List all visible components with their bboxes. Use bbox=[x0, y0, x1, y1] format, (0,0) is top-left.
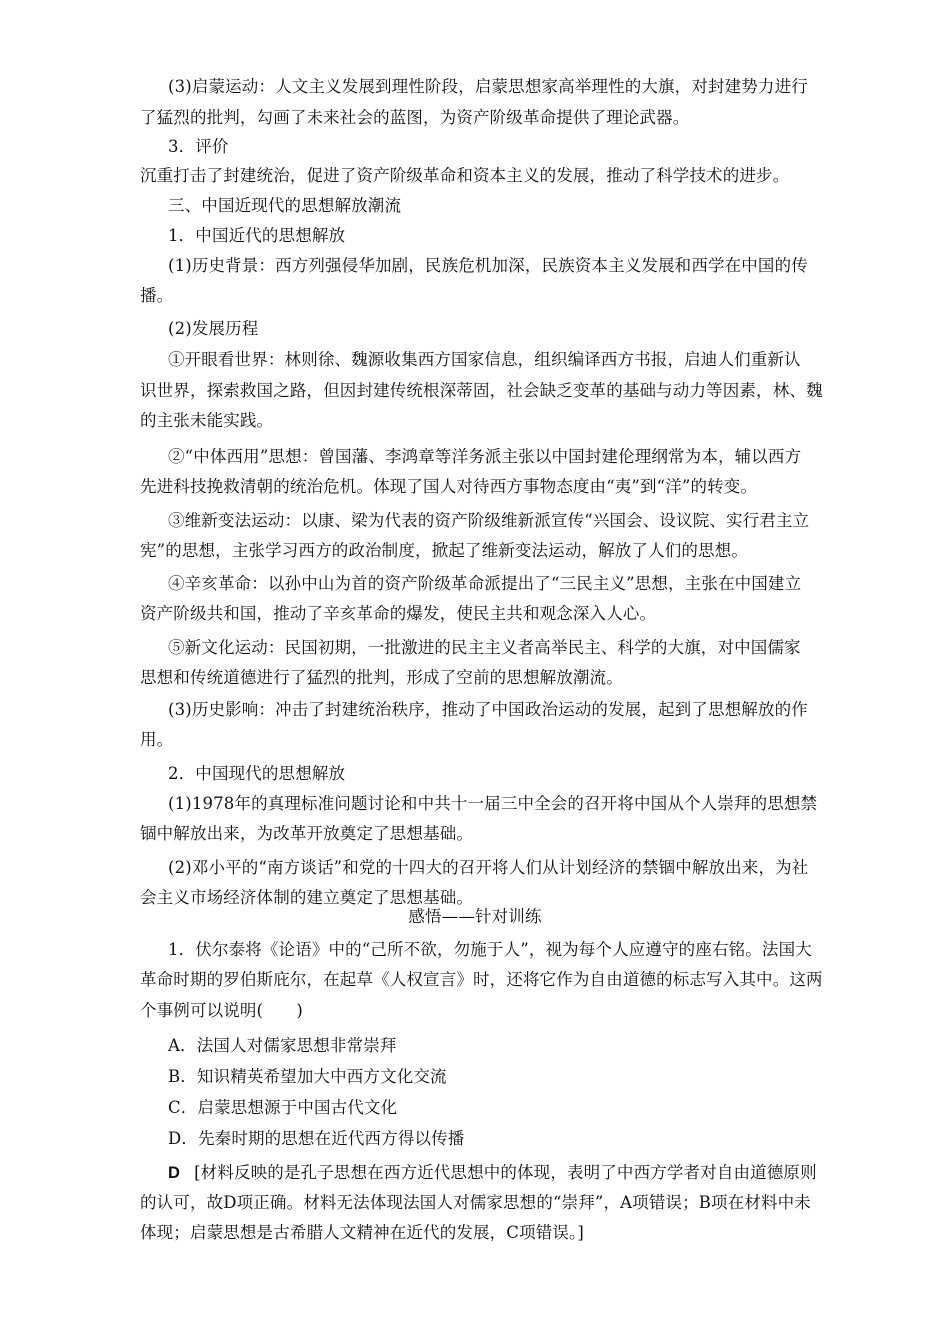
question-line: 个事例可以说明( ) bbox=[140, 1001, 304, 1020]
question-line: 革命时期的罗伯斯庇尔，在起草《人权宣言》时，还将它作为自由道德的标志写入其中。这两 bbox=[140, 970, 823, 989]
paragraph-line: 2．中国现代的思想解放 bbox=[168, 764, 346, 783]
paragraph-line: 沉重打击了封建统治，促进了资产阶级革命和资本主义的发展，推动了科学技术的进步。 bbox=[140, 166, 790, 185]
paragraph-line: 锢中解放出来，为改革开放奠定了思想基础。 bbox=[140, 824, 473, 843]
paragraph-line: 了猛烈的批判，勾画了未来社会的蓝图，为资产阶级革命提供了理论武器。 bbox=[140, 108, 690, 127]
section-title: 感悟——针对训练 bbox=[408, 907, 542, 926]
answer-explanation: 的认可，故D项正确。材料无法体现法国人对儒家思想的“崇拜”，A项错误；B项在材料中未 bbox=[140, 1193, 811, 1212]
paragraph-line: ④辛亥革命：以孙中山为首的资产阶级革命派提出了“三民主义”思想，主张在中国建立 bbox=[168, 574, 802, 593]
paragraph-line: 用。 bbox=[140, 730, 174, 749]
paragraph-line: 先进科技挽救清朝的统治危机。体现了国人对待西方事物态度由“夷”到“洋”的转变。 bbox=[140, 477, 758, 496]
paragraph-line: 资产阶级共和国，推动了辛亥革命的爆发，使民主共和观念深入人心。 bbox=[140, 604, 657, 623]
paragraph-line: (2)邓小平的“南方谈话”和党的十四大的召开将人们从计划经济的禁锢中解放出来，为社 bbox=[168, 858, 809, 877]
paragraph-line: 播。 bbox=[140, 286, 174, 305]
paragraph-line: 思想和传统道德进行了猛烈的批判，形成了空前的思想解放潮流。 bbox=[140, 668, 623, 687]
paragraph-line: (2)发展历程 bbox=[168, 319, 259, 338]
option-line: A．法国人对儒家思想非常崇拜 bbox=[168, 1036, 397, 1055]
paragraph-line: ②“中体西用”思想：曾国藩、李鸿章等洋务派主张以中国封建伦理纲常为本，辅以西方 bbox=[168, 447, 802, 466]
answer-explanation: 体现；启蒙思想是古希腊人文精神在近代的发展，C项错误。] bbox=[140, 1223, 585, 1242]
paragraph-line: 的主张未能实践。 bbox=[140, 411, 274, 430]
answer-line bbox=[140, 1192, 810, 1214]
paragraph-line: 识世界，探索救国之路，但因封建传统根深蒂固，社会缺乏变革的基础与动力等因素，林、魏 bbox=[140, 381, 823, 400]
paragraph-line: ③维新变法运动：以康、梁为代表的资产阶级维新派宣传“兴国会、设议院、实行君主立 bbox=[168, 511, 810, 530]
option-line: C．启蒙思想源于中国古代文化 bbox=[168, 1098, 398, 1117]
answer-line bbox=[140, 1222, 810, 1244]
answer-explanation: [材料反映的是孔子思想在西方近代思想中的体现，表明了中西方学者对自由道德原则 bbox=[194, 1163, 817, 1182]
paragraph-line: ①开眼看世界：林则徐、魏源收集西方国家信息，组织编译西方书报，启迪人们重新认 bbox=[168, 350, 801, 369]
answer-line bbox=[140, 1162, 817, 1184]
paragraph-line: (3)历史影响：冲击了封建统治秩序，推动了中国政治运动的发展，起到了思想解放的作 bbox=[168, 700, 808, 719]
paragraph-line: (1)历史背景：西方列强侵华加剧，民族危机加深，民族资本主义发展和西学在中国的传 bbox=[168, 256, 808, 275]
answer-letter: D bbox=[168, 1164, 181, 1182]
paragraph-line: 宪”的思想，主张学习西方的政治制度，掀起了维新变法运动，解放了人们的思想。 bbox=[140, 541, 748, 560]
paragraph-line: 1．中国近代的思想解放 bbox=[168, 226, 346, 245]
paragraph-line: 三、中国近现代的思想解放潮流 bbox=[168, 196, 402, 215]
question-line: 1．伏尔泰将《论语》中的“己所不欲，勿施于人”，视为每个人应遵守的座右铭。法国大 bbox=[168, 940, 812, 959]
paragraph-line: 会主义市场经济体制的建立奠定了思想基础。 bbox=[140, 888, 473, 907]
option-line: B．知识精英希望加大中西方文化交流 bbox=[168, 1067, 447, 1086]
paragraph-line: (3)启蒙运动：人文主义发展到理性阶段，启蒙思想家高举理性的大旗，对封建势力进行 bbox=[168, 77, 808, 96]
paragraph-line: (1)1978年的真理标准问题讨论和中共十一届三中全会的召开将中国从个人崇拜的思想禁 bbox=[168, 794, 818, 813]
paragraph-line: 3．评价 bbox=[168, 137, 229, 156]
option-line: D．先秦时期的思想在近代西方得以传播 bbox=[168, 1129, 465, 1148]
paragraph-line: ⑤新文化运动：民国初期，一批激进的民主主义者高举民主、科学的大旗，对中国儒家 bbox=[168, 638, 801, 657]
